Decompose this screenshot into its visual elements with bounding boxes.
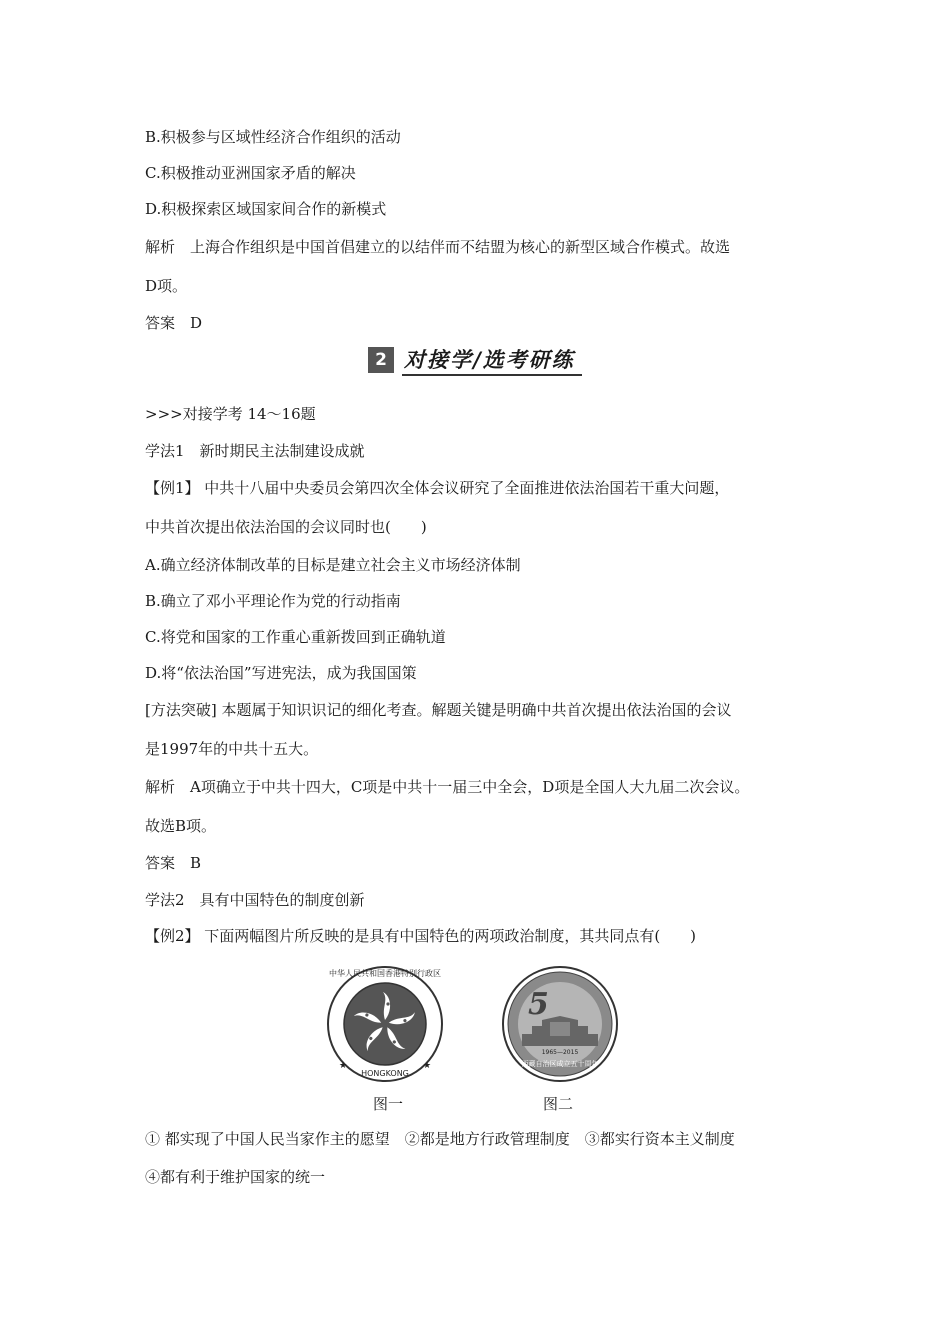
- fifty-numeral-graphic: 5: [528, 987, 549, 1022]
- example-1-answer: 答案 B: [145, 854, 202, 872]
- figure-2-caption: 图二: [543, 1095, 574, 1113]
- option-c-text: C.积极推动亚洲国家矛盾的解决: [145, 164, 356, 182]
- tibet-anniversary-emblem-image: [500, 964, 620, 1084]
- hongkong-emblem-bottom-text: HONGKONG: [361, 1069, 409, 1078]
- exam-link-heading: >>>对接学考 14～16题: [145, 405, 316, 423]
- tibet-emblem-years: 1965—2015: [541, 1049, 579, 1056]
- section-underline: [402, 374, 582, 376]
- answer-text: 答案 D: [145, 314, 203, 332]
- method-breakthrough-cont: 是1997年的中共十五大。: [145, 740, 319, 758]
- star-icon: ★: [339, 1061, 348, 1071]
- statements-line: ① 都实现了中国人民当家作主的愿望 ②都是地方行政管理制度 ③都实行资本主义制度: [145, 1130, 735, 1148]
- option-d-text: D.积极探索区域国家间合作的新模式: [145, 200, 387, 218]
- analysis-text: 解析 上海合作组织是中国首倡建立的以结伴而不结盟为核心的新型区域合作模式。故选: [145, 238, 731, 256]
- method-2-heading: 学法2 具有中国特色的制度创新: [145, 891, 365, 909]
- example-1-option-c: C.将党和国家的工作重心重新拨回到正确轨道: [145, 628, 446, 646]
- example-2-question: 【例2】 下面两幅图片所反映的是具有中国特色的两项政治制度，其共同点有( ): [145, 927, 697, 945]
- analysis-continued: D项。: [145, 277, 188, 295]
- example-1-option-b: B.确立了邓小平理论作为党的行动指南: [145, 592, 401, 610]
- example-1-option-a: A.确立经济体制改革的目标是建立社会主义市场经济体制: [145, 556, 521, 574]
- section-banner: [368, 346, 582, 376]
- option-b-text: B.积极参与区域性经济合作组织的活动: [145, 128, 401, 146]
- figure-1-caption: 图一: [373, 1095, 404, 1113]
- statements-line-cont: ④都有利于维护国家的统一: [145, 1168, 326, 1186]
- example-1-option-d: D.将“依法治国”写进宪法，成为我国国策: [145, 664, 417, 682]
- example-1-analysis-cont: 故选B项。: [145, 817, 217, 835]
- star-icon: ★: [423, 1061, 432, 1071]
- tibet-emblem-ring-text: 西藏自治区成立五十周年: [521, 1060, 599, 1068]
- hongkong-emblem-ring-text: 中华人民共和国香港特别行政区: [329, 969, 441, 978]
- section-title: 对接学/选考研练: [404, 347, 575, 372]
- example-1-question-cont: 中共首次提出依法治国的会议同时也( ): [145, 518, 427, 536]
- method-1-heading: 学法1 新时期民主法制建设成就: [145, 442, 365, 460]
- example-1-question: 【例1】 中共十八届中央委员会第四次全体会议研究了全面推进依法治国若干重大问题，: [145, 479, 730, 497]
- section-number-badge: 2: [368, 347, 394, 373]
- method-breakthrough: [方法突破] 本题属于知识识记的细化考查。解题关键是明确中共首次提出依法治国的会议: [145, 701, 732, 719]
- hongkong-emblem-image: [325, 964, 445, 1084]
- example-1-analysis: 解析 A项确立于中共十四大，C项是中共十一届三中全会，D项是全国人大九届二次会议。: [145, 778, 750, 796]
